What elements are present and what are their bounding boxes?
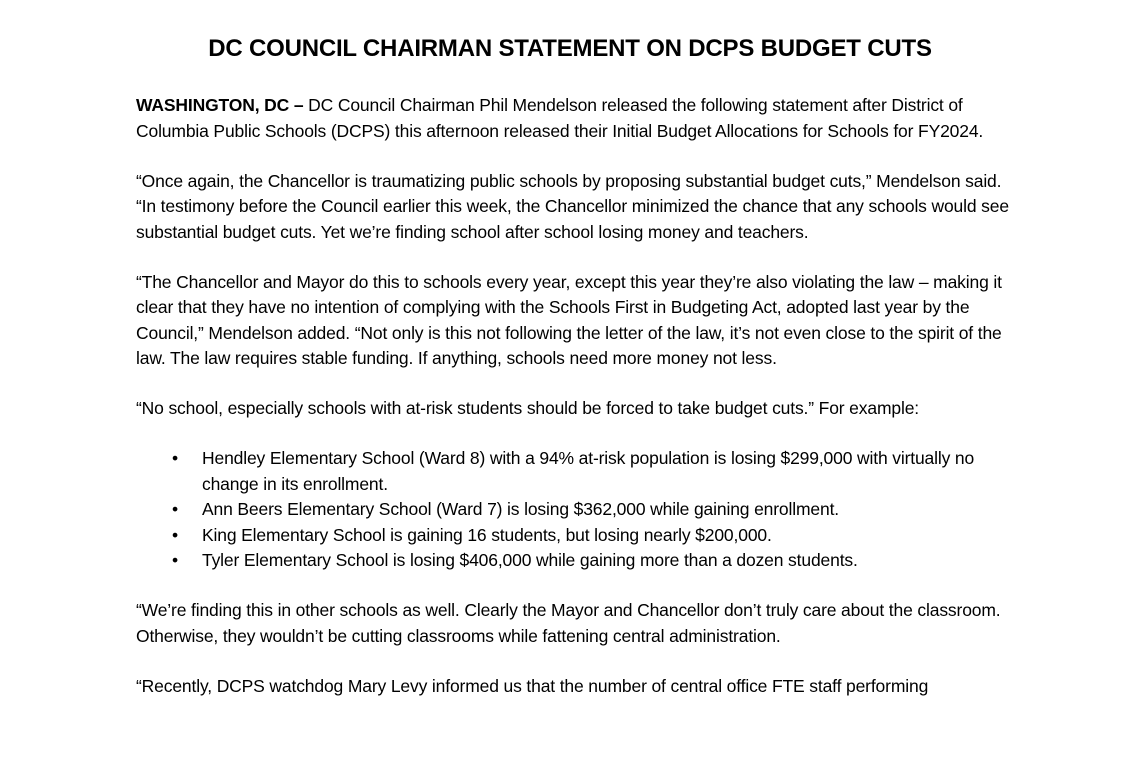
list-item	[136, 446, 1016, 497]
list-item	[136, 548, 1016, 574]
bullet-icon: •	[172, 448, 178, 468]
list-item-text: Tyler Elementary School is losing $406,000 while gaining more than a dozen students.	[202, 550, 858, 570]
closing-paragraph-1: “We’re finding this in other schools as well. Clearly the Mayor and Chancellor don’t truly care about the classroom. Otherwise, they wouldn’t be cutting classrooms while fattening central administration.	[136, 600, 1001, 646]
list-item-text: King Elementary School is gaining 16 students, but losing nearly $200,000.	[202, 524, 772, 545]
page-title: DC COUNCIL CHAIRMAN STATEMENT ON DCPS BUDGET CUTS	[208, 35, 932, 62]
bullet-icon: •	[172, 499, 178, 519]
bullet-icon: •	[172, 524, 178, 545]
list-item	[136, 497, 1016, 523]
list-item-text: Hendley Elementary School (Ward 8) with a 94% at-risk population is losing $299,000 with virtually no change in its enrollment.	[202, 448, 975, 494]
list-item	[136, 523, 1016, 549]
quote-paragraph-2: “The Chancellor and Mayor do this to schools every year, except this year they’re also violating the law – making it clear that they have no intention of complying with the Schools First in Budgeting Act, adopted last year by the Council,” Mendelson added. “Not only is this not following the letter of the law, it’s not even close to the spirit of the law. The law requires stable funding. If anything, schools need more money not less.	[136, 271, 1002, 368]
bullet-icon: •	[172, 550, 178, 570]
dateline: WASHINGTON, DC –	[136, 95, 304, 115]
document-body	[136, 93, 1016, 724]
intro-paragraph	[136, 93, 1016, 144]
school-examples-list	[136, 446, 1016, 574]
closing-paragraph-2: “Recently, DCPS watchdog Mary Levy informed us that the number of central office FTE staff performing	[136, 675, 929, 696]
quote-paragraph-3: “No school, especially schools with at-risk students should be forced to take budget cuts.” For example:	[136, 398, 919, 418]
intro-text: DC Council Chairman Phil Mendelson released the following statement after District of Columbia Public Schools (DCPS) this afternoon released their Initial Budget Allocations for Schools for FY2024.	[136, 95, 984, 141]
list-item-text: Ann Beers Elementary School (Ward 7) is losing $362,000 while gaining enrollment.	[202, 499, 839, 519]
quote-paragraph-1: “Once again, the Chancellor is traumatizing public schools by proposing substantial budget cuts,” Mendelson said. “In testimony before the Council earlier this week, the Chancellor minimized the chance that any schools would see substantial budget cuts. Yet we’re finding school after school losing money and teachers.	[136, 170, 1009, 242]
